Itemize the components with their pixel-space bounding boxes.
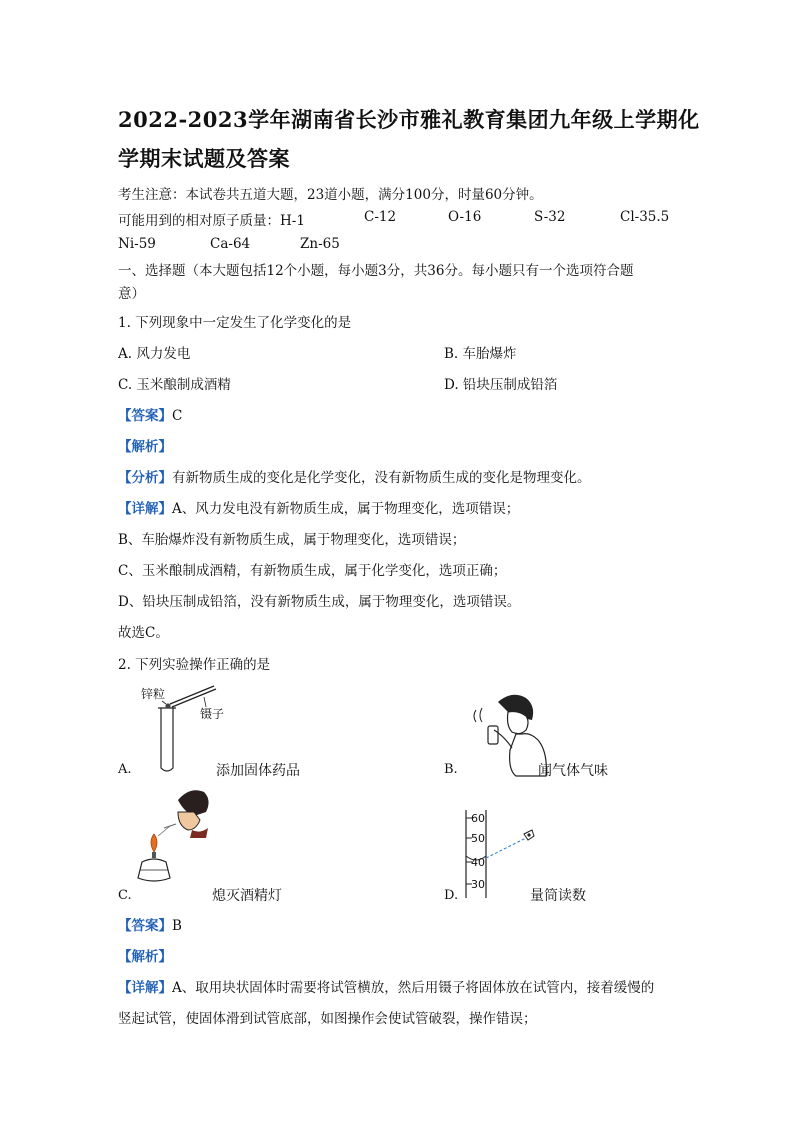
detail-tag: 【详解】 [118,980,172,996]
q1-fenxi-text: 有新物质生成的变化是化学变化，没有新物质生成的变化是物理变化。 [172,470,591,486]
q2-detail-a-text: A、取用块状固体时需要将试管横放，然后用镊子将固体放在试管内，接着缓慢的 [172,980,655,996]
document-title-line2: 学期末试题及答案 [118,146,290,171]
q2-caption-d: 量筒读数 [530,888,586,904]
q2-analysis-heading [118,945,172,965]
exam-notice: 考生注意：本试卷共五道大题，23道小题，满分100分，时量60分钟。 [118,187,543,203]
q1-answer [118,404,182,424]
q1-fenxi [118,466,591,486]
q2-answer [118,914,182,934]
document-title-line1: 2022-2023学年湖南省长沙市雅礼教育集团九年级上学期化 [118,107,700,132]
figure-extinguish-lamp [134,786,224,886]
atomic-mass-label: 可能用到的相对原子质量： [118,213,280,229]
mass-cl: Cl-35.5 [620,209,670,225]
answer-tag: 【答案】 [118,408,172,424]
figure-smell-gas [460,690,550,780]
q2-caption-b: 闻气体气味 [538,763,608,779]
detail-tag: 【详解】 [118,501,172,517]
mass-s: S-32 [534,209,566,225]
answer-tag: 【答案】 [118,918,172,934]
q1-conclusion: 故选C。 [118,625,169,641]
q1-detail-a [118,497,519,517]
q2-answer-value: B [172,918,182,934]
q1-answer-value: C [172,408,183,424]
q1-option-a: A. 风力发电 [118,346,191,362]
q1-stem: 1. 下列现象中一定发生了化学变化的是 [118,315,352,331]
q1-analysis-heading [118,435,172,455]
q2-caption-a: 添加固体药品 [216,763,300,779]
q1-option-b: B. 车胎爆炸 [444,346,517,362]
analysis-tag: 【解析】 [118,439,172,455]
mass-o: O-16 [448,209,482,225]
tick-label-60: 60 [471,812,485,825]
q2-letter-a: A. [118,762,132,777]
mass-c: C-12 [364,209,397,225]
q1-detail-d: D、铅块压制成铅箔，没有新物质生成，属于物理变化，选项错误。 [118,594,521,610]
section1-heading-line1: 一、选择题（本大题包括12个小题，每小题3分，共36分。每小题只有一个选项符合题 [118,263,634,279]
mass-ca: Ca-64 [210,236,251,252]
tick-label-50: 50 [471,832,485,845]
q1-option-d: D. 铅块压制成铅箔 [444,377,558,393]
tick-label-40: 40 [471,856,485,869]
fenxi-tag: 【分析】 [118,470,172,486]
q2-letter-b: B. [444,762,458,777]
q1-detail-b: B、车胎爆炸没有新物质生成，属于物理变化，选项错误； [118,532,466,548]
q2-detail-a-line1 [118,976,654,996]
analysis-tag: 【解析】 [118,949,172,965]
label-zinc-granule: 锌粒 [141,687,166,701]
label-tweezers: 镊子 [200,707,225,721]
q2-detail-a-line2: 竖起试管，使固体滑到试管底部，如图操作会使试管破裂，操作错误； [118,1011,537,1027]
q1-option-c: C. 玉米酿制成酒精 [118,377,231,393]
q1-detail-c: C、玉米酿制成酒精，有新物质生成，属于化学变化，选项正确； [118,563,507,579]
q2-letter-c: C. [118,888,132,903]
mass-h: H-1 [280,213,305,229]
q2-stem: 2. 下列实验操作正确的是 [118,657,271,673]
mass-zn: Zn-65 [300,236,340,252]
mass-ni: Ni-59 [118,236,156,252]
atomic-mass-row-1 [118,209,305,229]
q2-caption-c: 熄灭酒精灯 [212,888,282,904]
tick-label-30: 30 [471,878,485,891]
q2-letter-d: D. [444,888,459,903]
section1-heading-line2: 意） [118,286,145,302]
q1-detail-a-text: A、风力发电没有新物质生成，属于物理变化，选项错误； [172,501,520,517]
